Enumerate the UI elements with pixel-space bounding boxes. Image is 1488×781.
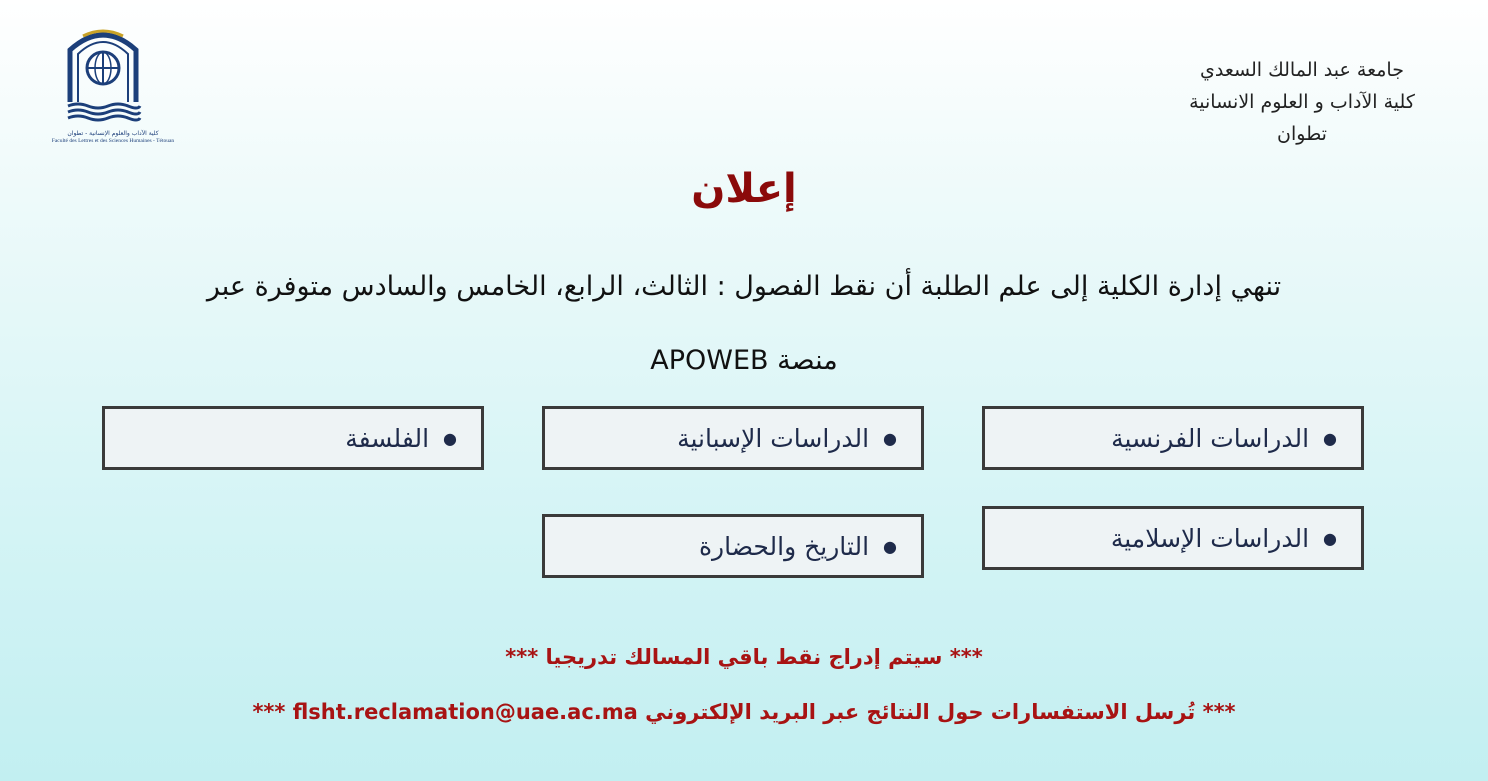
announcement-body (40, 250, 1448, 398)
program-box-history (542, 514, 924, 578)
logo-french-caption: Faculté des Lettres et des Sciences Humaines - Tétouan (51, 138, 175, 144)
inquiry-note (0, 700, 1488, 724)
university-name: جامعة عبد المالك السعدي (1200, 59, 1404, 81)
inquiry-note-text: *** تُرسل الاستفسارات حول النتائج عبر البريد الإلكتروني (645, 700, 1236, 724)
inquiry-note-end: *** (252, 700, 286, 724)
program-label: الفلسفة (345, 423, 430, 453)
program-box-islamic (982, 506, 1364, 570)
program-label: التاريخ والحضارة (698, 531, 870, 561)
logo-emblem-icon (28, 22, 188, 132)
faculty-name: كلية الآداب و العلوم الانسانية (1189, 91, 1415, 113)
bullet-icon: ● (883, 428, 897, 448)
program-label: الدراسات الإسلامية (1110, 523, 1310, 553)
program-box-french (982, 406, 1364, 470)
institution-header (1142, 54, 1462, 150)
university-logo (28, 22, 188, 152)
program-box-spanish (542, 406, 924, 470)
reclamation-email-link[interactable]: flsht.reclamation@uae.ac.ma (292, 700, 638, 724)
program-label: الدراسات الفرنسية (1111, 423, 1310, 453)
gradual-release-note: *** سيتم إدراج نقط باقي المسالك تدريجيا *** (505, 645, 983, 669)
bullet-icon: ● (443, 428, 457, 448)
bullet-icon: ● (883, 536, 897, 556)
program-label: الدراسات الإسبانية (677, 423, 870, 453)
city-name: تطوان (1277, 123, 1327, 145)
bullet-icon: ● (1323, 528, 1337, 548)
program-box-philosophy (102, 406, 484, 470)
announcement-line-1: تنهي إدارة الكلية إلى علم الطلبة أن نقط الفصول : الثالث، الرابع، الخامس والسادس متوفرة عبر (206, 271, 1282, 302)
announcement-title: إعلان (691, 166, 797, 212)
bullet-icon: ● (1323, 428, 1337, 448)
logo-arabic-caption: كلية الآداب والعلوم الإنسانية - تطوان (67, 130, 159, 137)
announcement-line-2: منصة APOWEB (650, 345, 838, 376)
